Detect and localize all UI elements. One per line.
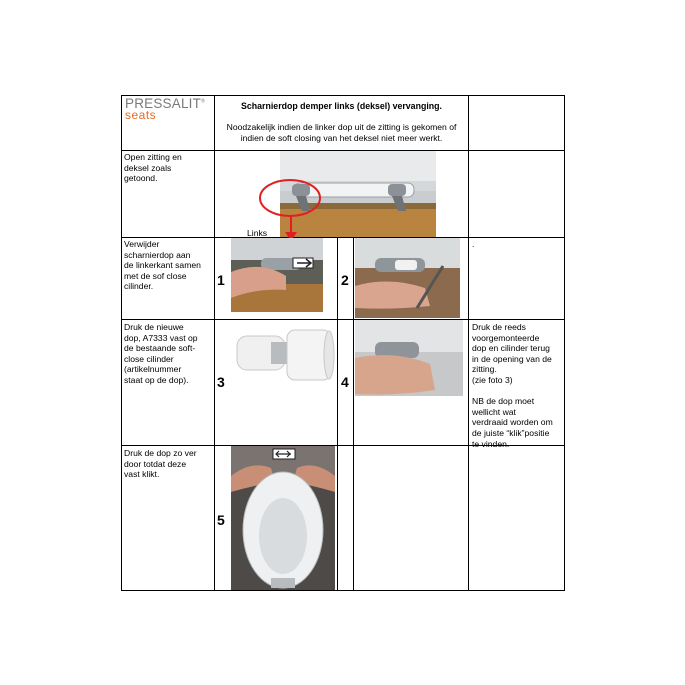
step-number: 3: [217, 374, 225, 390]
table-col-divider: [214, 95, 215, 591]
table-border-left: [121, 95, 122, 591]
step-number: 5: [217, 512, 225, 528]
step-number: 2: [341, 272, 349, 288]
step-instruction: Open zitting en deksel zoals getoond.: [124, 152, 182, 184]
table-row-divider: [121, 319, 565, 320]
step-instruction: Druk de nieuwe dop, A7333 vast op de bestaande soft- close cilinder (artikelnummer staat op de dop).: [124, 322, 198, 385]
table-col-divider: [337, 237, 338, 591]
table-border-bottom: [121, 590, 565, 591]
page-subtitle: Noodzakelijk indien de linker dop uit de zitting is gekomen of indien de soft closing van het deksel niet meer werkt.: [226, 122, 457, 143]
empty-cell-dot: .: [472, 239, 475, 249]
page-title: Scharnierdop demper links (deksel) vervanging.: [241, 101, 442, 111]
step-3-photo: [231, 320, 335, 400]
step-number: 1: [217, 272, 225, 288]
step-2-photo: [355, 238, 460, 318]
table-col-divider: [468, 95, 469, 591]
photo-label-left: Links: [247, 228, 268, 238]
step-4-photo: [355, 320, 463, 396]
brand-logo: PRESSALIT®: [125, 96, 205, 111]
table-row-divider: [121, 237, 565, 238]
step-5-photo: [231, 446, 335, 590]
table-border-right: [564, 95, 565, 591]
step-instruction: Verwijder scharnierdop aan de linkerkant samen met de sof close cilinder.: [124, 239, 201, 292]
step-instruction-right: Druk de reeds voorgemonteerde dop en cilinder terug in de opening van de zitting. (zie foto 3) NB de dop moet wellicht wat verdraaid worden om de juiste “klik”positie te vinden.: [472, 322, 553, 449]
step-number: 4: [341, 374, 349, 390]
step-1-photo: [231, 238, 323, 312]
table-col-divider: [353, 237, 354, 591]
step-instruction: Druk de dop zo ver door totdat deze vast klikt.: [124, 448, 197, 480]
brand-logo-subtitle: seats: [125, 108, 157, 122]
